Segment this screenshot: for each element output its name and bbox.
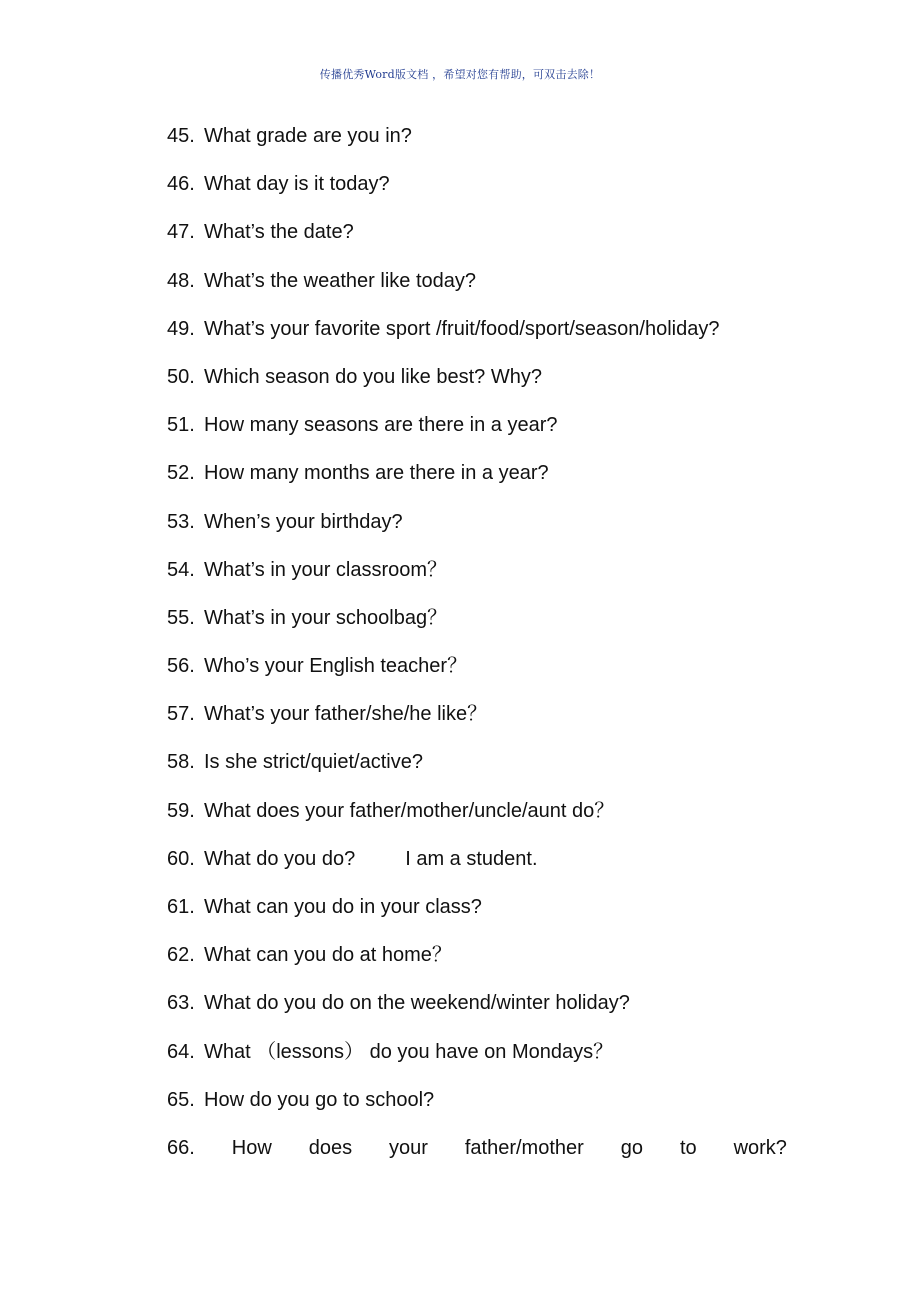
question-text: What can you do at home？: [204, 944, 452, 967]
question-item: [167, 698, 787, 746]
question-number: 45.: [167, 125, 195, 147]
question-text: When’s your birthday?: [204, 510, 403, 533]
question-word: does: [308, 1136, 353, 1159]
question-text: Is she strict/quiet/active?: [204, 751, 423, 774]
question-number: 58.: [167, 751, 195, 774]
question-item: [167, 746, 787, 794]
question-item: [167, 409, 787, 457]
document-header-note: 传播优秀Word版文档 ，希望对您有帮助，可双击去除！: [319, 68, 601, 81]
question-item: [167, 939, 787, 987]
question-number: 48.: [167, 269, 195, 292]
question-item: [167, 120, 787, 168]
question-text: What’s in your classroom？: [204, 558, 448, 581]
question-text: Who’s your English teacher？: [204, 655, 468, 678]
question-item: [167, 891, 787, 939]
question-item: [167, 361, 787, 409]
question-number: 51.: [167, 414, 195, 437]
question-item: [167, 1036, 787, 1084]
question-item: [167, 1084, 787, 1132]
question-list: [167, 120, 787, 1180]
question-text: What day is it today?: [204, 173, 390, 196]
question-word: go: [620, 1136, 643, 1159]
question-text: What’s in your schoolbag？: [204, 606, 448, 629]
question-word: father/mother: [464, 1136, 584, 1159]
question-item: [167, 457, 787, 505]
question-number: 66.: [167, 1136, 195, 1159]
question-item: [167, 265, 787, 313]
question-number: 52.: [167, 462, 195, 485]
question-text: Which season do you like best? Why?: [204, 365, 542, 388]
question-text: What does your father/mother/uncle/aunt do？: [204, 799, 615, 822]
question-item: [167, 554, 787, 602]
question-item: [167, 313, 787, 361]
question-number: 65.: [167, 1088, 195, 1111]
question-number: 62.: [167, 944, 195, 967]
question-number: 50.: [167, 365, 195, 388]
question-word: your: [389, 1136, 428, 1159]
question-number: 46.: [167, 173, 195, 196]
question-text: What’s the date?: [204, 221, 354, 244]
question-number: 64.: [167, 1040, 195, 1063]
question-text: How many months are there in a year?: [204, 462, 549, 485]
question-item: [167, 168, 787, 216]
question-number: 53.: [167, 510, 195, 533]
question-number: 63.: [167, 992, 195, 1015]
question-text: What’s your favorite sport /fruit/food/sport/season/holiday?: [204, 317, 720, 340]
question-text: What can you do in your class?: [204, 896, 482, 918]
question-number: 56.: [167, 655, 195, 678]
question-text: How do you go to school?: [204, 1088, 435, 1111]
question-item: [167, 216, 787, 264]
question-number: 60.: [167, 847, 195, 870]
question-word: work?: [733, 1136, 787, 1159]
question-number: 49.: [167, 317, 195, 340]
question-number: 57.: [167, 703, 195, 726]
question-word: to: [679, 1136, 697, 1159]
question-number: 61.: [167, 896, 195, 918]
question-text: How many seasons are there in a year?: [204, 414, 558, 437]
question-text: What （lessons） do you have on Mondays？: [204, 1040, 614, 1063]
question-number: 59.: [167, 799, 195, 822]
question-text: What’s the weather like today?: [204, 269, 477, 292]
question-item: [167, 795, 787, 843]
question-number: 54.: [167, 558, 195, 581]
question-number: 47.: [167, 221, 195, 244]
question-item: [167, 650, 787, 698]
question-word: How: [231, 1136, 272, 1159]
question-item: [167, 506, 787, 554]
question-text: What grade are you in?: [204, 125, 412, 147]
question-text: What do you do on the weekend/winter holiday?: [204, 992, 630, 1015]
question-text: What do you do? I am a student.: [204, 847, 538, 870]
question-text: What’s your father/she/he like？: [204, 703, 488, 726]
question-item: [167, 843, 787, 891]
question-item-justified: [167, 1132, 787, 1180]
question-item: [167, 987, 787, 1035]
question-item: [167, 602, 787, 650]
question-number: 55.: [167, 606, 195, 629]
